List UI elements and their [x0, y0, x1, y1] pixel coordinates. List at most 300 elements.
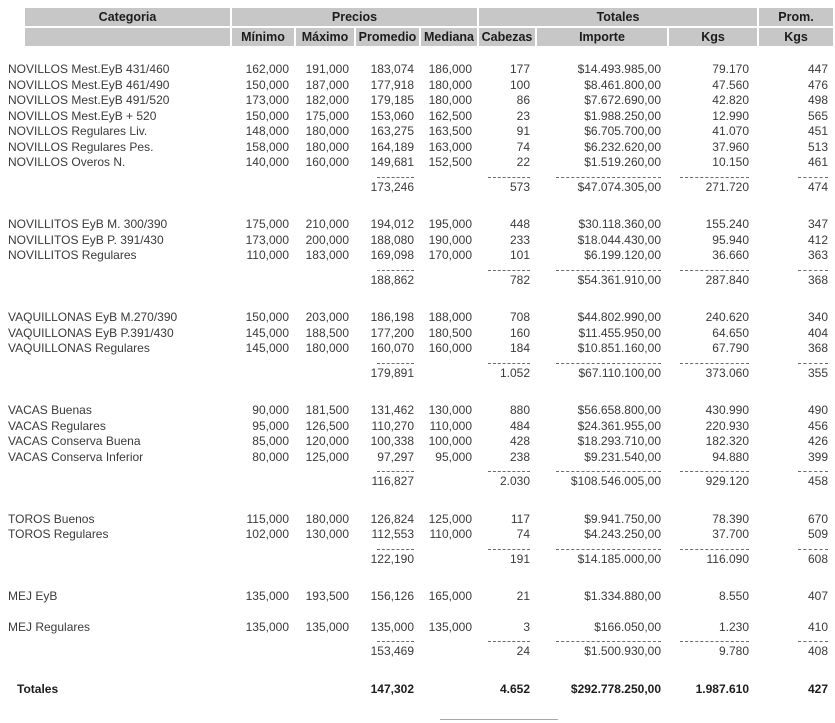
divider-cell-mediana [421, 635, 477, 644]
divider-cell-prom_kgs [759, 543, 833, 552]
cell-promedio: 126,824 [370, 511, 414, 526]
cell-minimo: 95,000 [252, 418, 289, 433]
divider-cell-maximo [296, 171, 354, 180]
cell-promedio: 164,189 [370, 139, 414, 154]
subtotal-importe: $54.361.910,00 [577, 272, 661, 287]
subtotal-label [8, 180, 213, 196]
cell-kgs: 47.560 [712, 77, 749, 92]
cell-kgs: 182.320 [705, 434, 749, 448]
divider-cell-importe [537, 635, 667, 644]
cell-promedio: 131,462 [370, 403, 414, 417]
subtotal-promedio: 173,246 [370, 179, 414, 194]
divider-cell-promedio [356, 171, 419, 180]
subtotal-divider-row [25, 465, 835, 474]
divider-cell-cabezas [479, 171, 535, 180]
divider-cell-cabezas [479, 465, 535, 474]
cell-mediana: 180,000 [428, 93, 472, 107]
subtotal-maximo [296, 644, 354, 660]
subtotal-minimo [232, 366, 294, 382]
cell-mediana: 170,000 [428, 248, 472, 262]
cell-promedio: 110,270 [371, 418, 414, 433]
subtotal-promedio: 122,190 [370, 551, 414, 566]
grand-total-minimo [232, 682, 294, 698]
cell-kgs: 42.820 [712, 93, 749, 107]
divider-cell-mediana [421, 465, 477, 474]
section-subtotal-row [25, 644, 835, 660]
dashed-rule [488, 359, 530, 364]
divider-cell-kgs [669, 171, 757, 180]
row-category: NOVILLOS Mest.EyB 431/460 [8, 62, 170, 76]
subtotal-cabezas: 24 [516, 644, 530, 658]
grand-total-kgs: 1.987.610 [695, 681, 749, 696]
cell-prom_kgs: 412 [807, 232, 828, 247]
cell-promedio: 163,275 [370, 124, 414, 138]
cell-prom_kgs: 368 [807, 341, 828, 355]
grand-total-label: Totales [17, 681, 59, 696]
dashed-rule [377, 637, 414, 642]
subtotal-minimo [232, 552, 294, 568]
cell-importe: $11.455.950,00 [578, 325, 661, 340]
header-group-prom: Prom. [759, 8, 833, 26]
cell-prom_kgs: 451 [807, 124, 828, 138]
dashed-rule [488, 173, 530, 178]
divider-cell-minimo [232, 264, 294, 273]
section-subtotal-row [25, 366, 835, 382]
table-row [8, 619, 835, 636]
cell-prom_kgs: 509 [807, 527, 828, 541]
dashed-rule [488, 467, 530, 472]
divider-cell-minimo [232, 543, 294, 552]
cell-minimo: 150,000 [245, 108, 289, 123]
subtotal-minimo [232, 474, 294, 490]
cell-mediana: 110,000 [429, 527, 472, 541]
cell-importe: $10.851.160,00 [577, 341, 661, 355]
cell-minimo: 145,000 [245, 325, 289, 340]
table-row [8, 93, 835, 109]
table-row [8, 155, 835, 171]
subtotal-promedio: 116,827 [371, 474, 414, 488]
cell-cabezas: 91 [516, 124, 530, 138]
divider-cell-importe [537, 543, 667, 552]
subtotal-cabezas: 2.030 [499, 474, 530, 488]
divider-cell-importe [537, 465, 667, 474]
subtotal-mediana [421, 474, 477, 490]
divider-cell-mediana [421, 543, 477, 552]
subtotal-maximo [296, 366, 354, 382]
cell-cabezas: 238 [509, 449, 530, 464]
cell-cabezas: 233 [509, 232, 530, 247]
table-row [8, 310, 835, 326]
subtotal-minimo [232, 180, 294, 196]
divider-cell-kgs [669, 635, 757, 644]
cell-kgs: 155.240 [705, 217, 749, 231]
dashed-rule [556, 359, 661, 364]
cell-prom_kgs: 461 [807, 155, 828, 169]
cell-minimo: 135,000 [245, 589, 289, 603]
subtotal-cabezas: 573 [509, 179, 530, 194]
dashed-rule [680, 467, 749, 472]
cell-cabezas: 74 [516, 527, 530, 541]
row-category: NOVILLOS Mest.EyB + 520 [8, 108, 157, 123]
cell-importe: $1.334.880,00 [584, 589, 661, 603]
cell-kgs: 79.170 [712, 62, 749, 76]
subtotal-prom_kgs: 458 [807, 474, 828, 488]
divider-cell-kgs [669, 264, 757, 273]
grand-total-maximo [296, 682, 354, 698]
divider-cell-promedio [356, 635, 419, 644]
cell-maximo: 210,000 [305, 217, 349, 231]
dashed-rule [556, 173, 661, 178]
row-category: NOVILLOS Overos N. [8, 155, 126, 169]
dashed-rule [488, 637, 530, 642]
cell-minimo: 173,000 [245, 93, 289, 107]
subtotal-mediana [421, 644, 477, 660]
cell-importe: $44.802.990,00 [577, 310, 661, 324]
cell-kgs: 8.550 [718, 589, 749, 603]
divider-cell-cabezas [479, 357, 535, 366]
divider-cell-prom_kgs [759, 357, 833, 366]
table-row [8, 248, 835, 264]
header-categoria-empty [25, 28, 230, 46]
subtotal-mediana [421, 180, 477, 196]
header-col-mediana: Mediana [421, 28, 477, 46]
table-row [8, 511, 835, 528]
cell-mediana: 130,000 [428, 403, 472, 417]
row-category: MEJ EyB [8, 589, 58, 603]
cell-prom_kgs: 363 [807, 248, 828, 262]
dashed-rule [798, 545, 828, 550]
dashed-rule [488, 545, 530, 550]
divider-spacer [25, 171, 230, 180]
table-row [8, 434, 835, 450]
section-subtotal-row [25, 180, 835, 196]
divider-spacer [25, 357, 230, 366]
row-category: NOVILLITOS EyB P. 391/430 [8, 232, 164, 247]
table-section-mej [8, 589, 835, 660]
cell-promedio: 97,297 [377, 449, 414, 464]
cell-maximo: 193,500 [305, 589, 349, 603]
cell-prom_kgs: 456 [807, 418, 828, 433]
cell-importe: $14.493.985,00 [577, 62, 661, 76]
cell-minimo: 80,000 [252, 449, 289, 464]
dashed-rule [798, 359, 828, 364]
dashed-rule [680, 545, 749, 550]
cell-maximo: 135,000 [305, 619, 349, 634]
cell-promedio: 183,074 [370, 62, 414, 76]
divider-cell-minimo [232, 465, 294, 474]
subtotal-divider-row [25, 171, 835, 180]
cell-prom_kgs: 407 [807, 589, 828, 603]
cell-cabezas: 177 [509, 62, 530, 76]
subtotal-label [8, 644, 213, 660]
table-section-vacas [8, 403, 835, 490]
divider-cell-minimo [232, 171, 294, 180]
cell-minimo: 90,000 [252, 403, 289, 417]
cell-maximo: 180,000 [305, 341, 349, 355]
row-category: NOVILLOS Regulares Liv. [8, 124, 148, 138]
subtotal-kgs: 287.840 [705, 272, 749, 287]
cell-mediana: 160,000 [428, 341, 472, 355]
table-row [8, 589, 835, 605]
cell-importe: $24.361.955,00 [577, 418, 661, 433]
cell-cabezas: 22 [516, 155, 530, 169]
cell-kgs: 220.930 [705, 418, 749, 433]
cell-kgs: 36.660 [712, 248, 749, 262]
cell-kgs: 64.650 [712, 325, 749, 340]
divider-cell-importe [537, 171, 667, 180]
divider-cell-prom_kgs [759, 171, 833, 180]
cell-cabezas: 484 [509, 418, 530, 433]
table-row [8, 325, 835, 342]
section-subtotal-row [25, 273, 835, 289]
table-row [8, 232, 835, 249]
row-category: NOVILLOS Mest.EyB 461/490 [8, 77, 170, 92]
cell-promedio: 169,098 [370, 248, 414, 262]
divider-cell-promedio [356, 543, 419, 552]
cell-promedio: 135,000 [370, 619, 414, 634]
header-group-precios: Precios [232, 8, 477, 26]
divider-cell-cabezas [479, 264, 535, 273]
cell-cabezas: 23 [516, 108, 530, 123]
cell-maximo: 187,000 [305, 77, 349, 92]
subtotal-maximo [296, 273, 354, 289]
row-category: NOVILLITOS EyB M. 300/390 [8, 217, 168, 231]
cell-prom_kgs: 565 [807, 108, 828, 123]
divider-cell-minimo [232, 357, 294, 366]
divider-cell-kgs [669, 357, 757, 366]
row-category: NOVILLOS Regulares Pes. [8, 139, 154, 154]
subtotal-label [8, 366, 213, 382]
cell-cabezas: 428 [509, 434, 530, 448]
cell-kgs: 430.990 [705, 403, 749, 417]
subtotal-kgs: 9.780 [718, 644, 749, 658]
cell-importe: $9.231.540,00 [584, 449, 661, 464]
subtotal-importe: $108.546.005,00 [570, 474, 661, 488]
cell-promedio: 194,012 [370, 217, 414, 231]
subtotal-cabezas: 191 [509, 551, 530, 566]
divider-cell-mediana [421, 357, 477, 366]
divider-cell-importe [537, 264, 667, 273]
cell-mediana: 152,500 [428, 155, 472, 169]
cell-cabezas: 117 [510, 511, 530, 526]
row-category: VAQUILLONAS EyB P.391/430 [8, 325, 174, 340]
dashed-rule [377, 545, 414, 550]
cell-minimo: 102,000 [245, 527, 289, 541]
grand-total-prom_kgs: 427 [807, 681, 828, 696]
dashed-rule [680, 359, 749, 364]
table-row [8, 403, 835, 419]
subtotal-maximo [296, 552, 354, 568]
subtotal-divider-row [25, 635, 835, 644]
cell-prom_kgs: 476 [807, 77, 828, 92]
table-row [8, 77, 835, 94]
subtotal-minimo [232, 273, 294, 289]
cell-minimo: 175,000 [245, 217, 289, 231]
row-category: VAQUILLONAS EyB M.270/390 [8, 310, 178, 324]
table-section-novillos [8, 62, 835, 195]
cell-importe: $1.988.250,00 [584, 108, 661, 123]
dashed-rule [377, 359, 414, 364]
subtotal-kgs: 271.720 [705, 179, 749, 194]
row-category: VACAS Regulares [8, 418, 106, 433]
row-category: MEJ Regulares [8, 619, 91, 634]
divider-cell-maximo [296, 357, 354, 366]
divider-cell-minimo [232, 635, 294, 644]
cell-importe: $6.199.120,00 [584, 248, 661, 262]
subtotal-importe: $1.500.930,00 [584, 644, 661, 658]
cell-promedio: 177,200 [370, 325, 414, 340]
dashed-rule [556, 467, 661, 472]
cell-cabezas: 101 [509, 248, 530, 262]
cell-mediana: 125,000 [428, 511, 472, 526]
row-category: VACAS Conserva Buena [8, 434, 141, 448]
dashed-rule [680, 173, 749, 178]
divider-cell-maximo [296, 264, 354, 273]
cell-promedio: 156,126 [370, 589, 414, 603]
dashed-rule [377, 173, 414, 178]
cell-minimo: 150,000 [245, 77, 289, 92]
divider-cell-importe [537, 357, 667, 366]
cell-cabezas: 21 [516, 589, 530, 603]
cell-kgs: 67.790 [712, 341, 749, 355]
subtotal-label [8, 273, 213, 289]
dashed-rule [556, 266, 661, 271]
subtotal-promedio: 188,862 [370, 272, 414, 287]
table-row [8, 108, 835, 125]
cell-cabezas: 708 [509, 310, 530, 324]
subtotal-maximo [296, 474, 354, 490]
divider-spacer [25, 264, 230, 273]
cell-prom_kgs: 670 [807, 511, 828, 526]
subtotal-promedio: 153,469 [370, 644, 414, 658]
divider-cell-mediana [421, 264, 477, 273]
subtotal-prom_kgs: 474 [807, 179, 828, 194]
dashed-rule [377, 467, 414, 472]
dashed-rule [488, 266, 530, 271]
subtotal-kgs: 929.120 [705, 474, 749, 488]
cell-cabezas: 86 [516, 93, 530, 107]
row-category: VAQUILLONAS Regulares [8, 341, 150, 355]
cell-promedio: 100,338 [370, 434, 414, 448]
subtotal-prom_kgs: 368 [807, 272, 828, 287]
cell-mediana: 180,500 [428, 325, 472, 340]
cell-prom_kgs: 340 [807, 310, 828, 324]
cell-mediana: 195,000 [428, 217, 472, 231]
cell-importe: $18.293.710,00 [577, 434, 661, 448]
dashed-rule [680, 637, 749, 642]
cell-importe: $4.243.250,00 [584, 527, 661, 541]
dashed-rule [798, 637, 828, 642]
cell-minimo: 148,000 [245, 124, 289, 138]
cell-minimo: 158,000 [245, 139, 289, 154]
cell-kgs: 95.940 [712, 232, 749, 247]
cell-prom_kgs: 513 [807, 139, 828, 154]
header-col-cabezas: Cabezas [479, 28, 535, 46]
table-header-columns [25, 28, 835, 46]
cell-mediana: 190,000 [428, 232, 472, 247]
table-header-groups [25, 8, 835, 26]
cell-prom_kgs: 399 [807, 449, 828, 464]
table-row [8, 449, 835, 466]
cell-kgs: 10.150 [712, 155, 749, 169]
divider-cell-maximo [296, 465, 354, 474]
cell-maximo: 203,000 [305, 310, 349, 324]
cell-mediana: 162,500 [428, 108, 472, 123]
divider-cell-maximo [296, 635, 354, 644]
divider-cell-mediana [421, 171, 477, 180]
divider-spacer [25, 543, 230, 552]
divider-cell-promedio [356, 264, 419, 273]
header-categoria: Categoria [25, 8, 230, 26]
cell-mediana: 135,000 [428, 619, 472, 634]
cell-prom_kgs: 404 [807, 325, 828, 340]
cell-maximo: 183,000 [305, 248, 349, 262]
cell-mediana: 110,000 [429, 418, 472, 433]
cell-minimo: 115,000 [246, 511, 289, 526]
cell-maximo: 120,000 [305, 434, 349, 448]
dashed-rule [556, 637, 661, 642]
section-subtotal-row [25, 474, 835, 490]
table-row [8, 62, 835, 78]
cell-kgs: 1.230 [718, 619, 749, 634]
subtotal-divider-row [25, 264, 835, 273]
cell-prom_kgs: 447 [807, 62, 828, 76]
cell-importe: $30.118.360,00 [578, 217, 661, 231]
subtotal-kgs: 116.090 [706, 551, 749, 566]
bottom-rule [440, 719, 558, 720]
cell-maximo: 180,000 [305, 124, 349, 138]
cell-prom_kgs: 498 [807, 93, 828, 107]
cell-maximo: 175,000 [305, 108, 349, 123]
grand-total-promedio: 147,302 [370, 681, 414, 696]
subtotal-label [8, 474, 213, 490]
cell-promedio: 188,080 [370, 232, 414, 247]
cell-minimo: 145,000 [245, 341, 289, 355]
cell-cabezas: 880 [509, 403, 530, 417]
table-section-vaquillonas [8, 310, 835, 381]
cell-maximo: 130,000 [305, 527, 349, 541]
row-category: NOVILLOS Mest.EyB 491/520 [8, 93, 170, 107]
dashed-rule [377, 266, 414, 271]
table-row [8, 217, 835, 233]
cell-importe: $6.705.700,00 [584, 124, 661, 138]
header-col-minimo: Mínimo [232, 28, 294, 46]
cell-maximo: 125,000 [305, 449, 349, 464]
cell-minimo: 135,000 [245, 619, 289, 634]
cell-maximo: 182,000 [305, 93, 349, 107]
cell-cabezas: 100 [509, 77, 530, 92]
subtotal-divider-row [25, 357, 835, 366]
cell-minimo: 162,000 [245, 62, 289, 76]
cell-importe: $9.941.750,00 [584, 511, 661, 526]
divider-cell-cabezas [479, 635, 535, 644]
dashed-rule [798, 173, 828, 178]
header-col-maximo: Máximo [296, 28, 354, 46]
subtotal-importe: $14.185.000,00 [577, 551, 661, 566]
subtotal-promedio: 179,891 [370, 365, 414, 380]
subtotal-kgs: 373.060 [705, 365, 749, 380]
divider-spacer [25, 465, 230, 474]
cell-maximo: 191,000 [305, 62, 349, 76]
cell-minimo: 85,000 [252, 434, 289, 448]
section-subtotal-row [25, 552, 835, 568]
cell-mediana: 163,000 [428, 139, 472, 154]
divider-cell-cabezas [479, 543, 535, 552]
cell-prom_kgs: 347 [807, 217, 828, 231]
table-row [8, 418, 835, 435]
cell-mediana: 188,000 [428, 310, 472, 324]
cell-kgs: 37.960 [712, 139, 749, 154]
